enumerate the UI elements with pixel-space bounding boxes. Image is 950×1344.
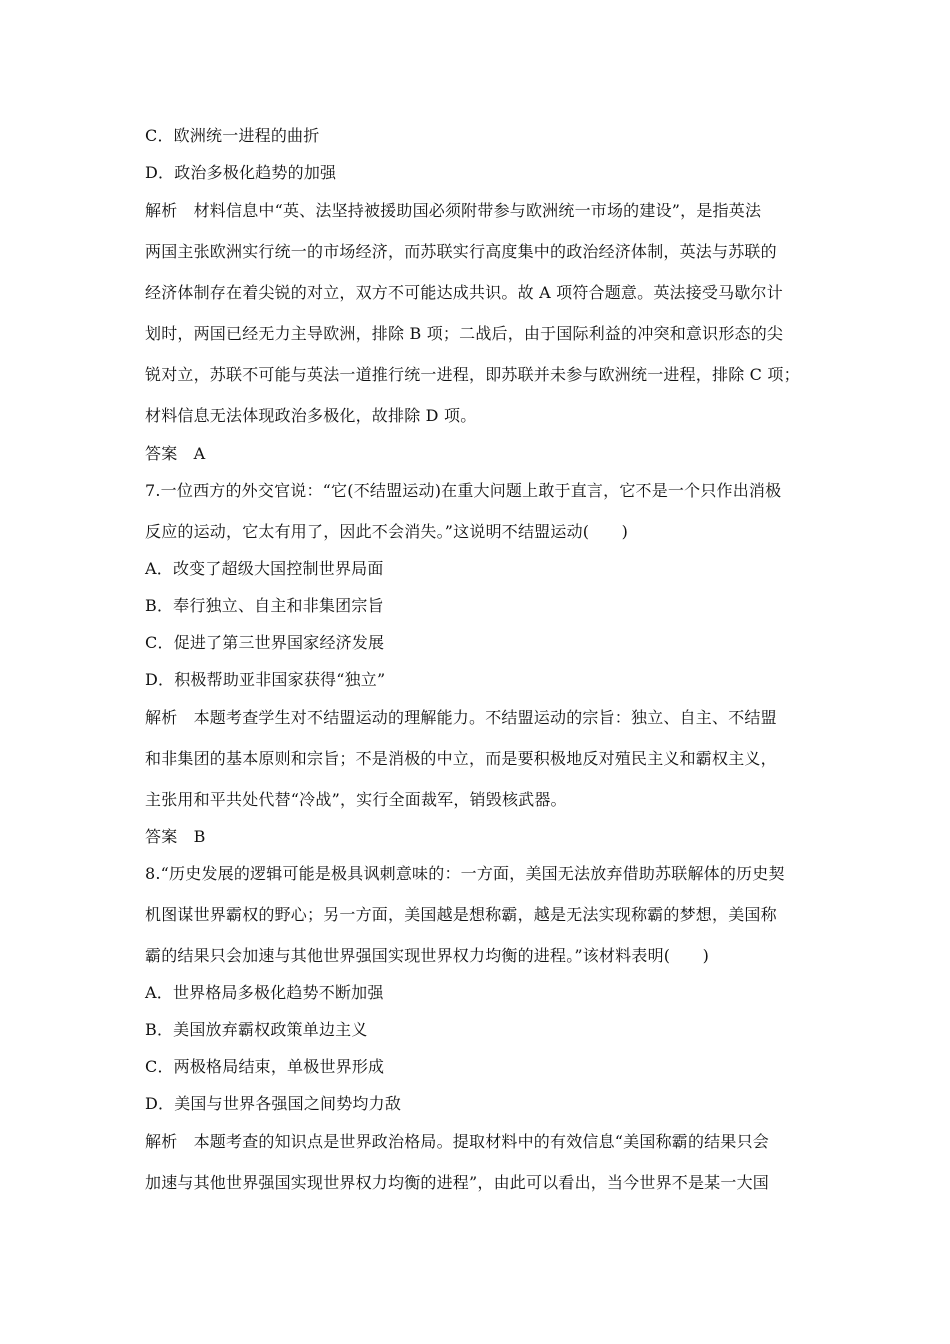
analysis-q8-line-1: 解析 本题考查的知识点是世界政治格局。提取材料中的有效信息“美国称霸的结果只会 — [145, 1132, 769, 1151]
option-d-q8: D．美国与世界各强国之间势均力敌 — [145, 1094, 402, 1113]
analysis-q6-line-3: 经济体制存在着尖锐的对立，双方不可能达成共识。故 A 项符合题意。英法接受马歇尔计 — [145, 283, 783, 302]
analysis-q7-line-2: 和非集团的基本原则和宗旨；不是消极的中立，而是要积极地反对殖民主义和霸权主义， — [145, 749, 777, 768]
analysis-q6-line-1: 解析 材料信息中“英、法坚持被援助国必须附带参与欧洲统一市场的建设”，是指英法 — [145, 201, 762, 220]
analysis-q6-line-4: 划时，两国已经无力主导欧洲，排除 B 项；二战后，由于国际利益的冲突和意识形态的尖 — [145, 324, 784, 343]
answer-q7: 答案 B — [145, 827, 206, 846]
option-d-q7: D．积极帮助亚非国家获得“独立” — [145, 670, 386, 689]
question-8-line-2: 机图谋世界霸权的野心；另一方面，美国越是想称霸，越是无法实现称霸的梦想，美国称 — [145, 905, 777, 924]
option-c-q6: C．欧洲统一进程的曲折 — [145, 126, 320, 145]
analysis-q6-line-2: 两国主张欧洲实行统一的市场经济，而苏联实行高度集中的政治经济体制，英法与苏联的 — [145, 242, 777, 261]
question-7-line-2: 反应的运动，它太有用了，因此不会消失。”这说明不结盟运动( ) — [145, 522, 629, 541]
analysis-q7-line-3: 主张用和平共处代替“冷战”，实行全面裁军，销毁核武器。 — [145, 790, 567, 809]
answer-q6: 答案 A — [145, 444, 206, 463]
analysis-q6-line-5: 锐对立，苏联不可能与英法一道推行统一进程，即苏联并未参与欧洲统一进程，排除 C 项； — [145, 365, 800, 384]
option-c-q7: C．促进了第三世界国家经济发展 — [145, 633, 385, 652]
analysis-q7-line-1: 解析 本题考查学生对不结盟运动的理解能力。不结盟运动的宗旨：独立、自主、不结盟 — [145, 708, 777, 727]
option-b-q7: B．奉行独立、自主和非集团宗旨 — [145, 596, 384, 615]
question-8-line-1: 8.“历史发展的逻辑可能是极具讽刺意味的：一方面，美国无法放弃借助苏联解体的历史契 — [145, 864, 785, 883]
option-b-q8: B．美国放弃霸权政策单边主义 — [145, 1020, 368, 1039]
question-8-line-3: 霸的结果只会加速与其他世界强国实现世界权力均衡的进程。”该材料表明( ) — [145, 946, 710, 965]
option-a-q7: A．改变了超级大国控制世界局面 — [145, 559, 384, 578]
option-c-q8: C．两极格局结束，单极世界形成 — [145, 1057, 385, 1076]
analysis-q6-line-6: 材料信息无法体现政治多极化，故排除 D 项。 — [145, 406, 477, 425]
option-a-q8: A．世界格局多极化趋势不断加强 — [145, 983, 384, 1002]
option-d-q6: D．政治多极化趋势的加强 — [145, 163, 337, 182]
analysis-q8-line-2: 加速与其他世界强国实现世界权力均衡的进程”，由此可以看出，当今世界不是某一大国 — [145, 1173, 769, 1192]
question-7-line-1: 7.一位西方的外交官说：“它(不结盟运动)在重大问题上敢于直言，它不是一个只作出消极 — [145, 481, 782, 500]
